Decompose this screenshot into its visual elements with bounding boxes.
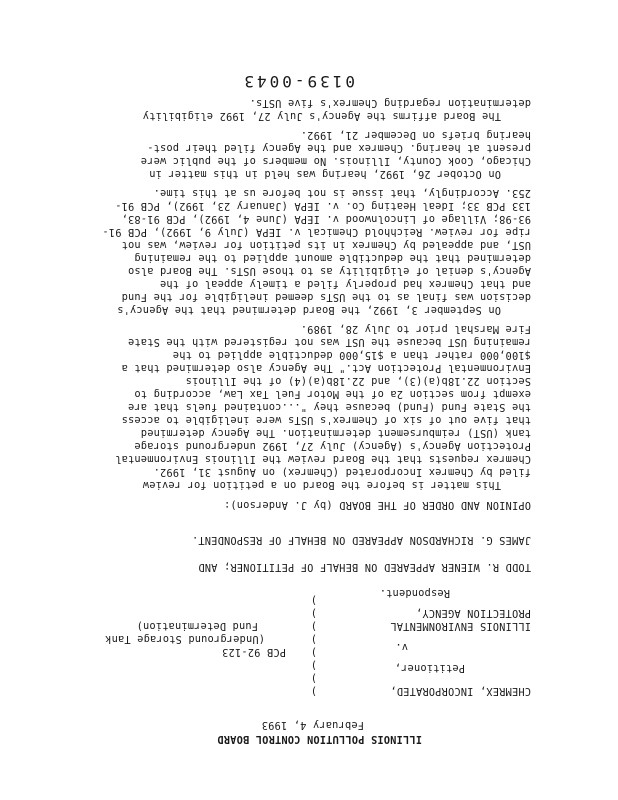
board-name: ILLINOIS POLLUTION CONTROL BOARD [217,733,422,745]
paragraph-4-line: The Board affirms the Agency's July 27, 1992 eligibility [142,110,501,122]
paragraph-3-line: Chicago, Cook County, Illinois. No members of the public were [140,155,531,167]
paragraph-2-line: 253. Accordingly, that issue is not before us at this time. [153,187,531,199]
paragraph-3-line: present at hearing. Chemrex and the Agency filed their post- [147,142,531,154]
paragraph-1-line: filed by Chemrex Incorporated (Chemrex) on August 31, 1992. [153,466,531,478]
paragraph-2-line: determined that the deductible amount applied to the remaining [134,252,531,264]
caption-bracket: ) [310,646,317,658]
case-type-line1: (Underground Storage Tank [105,633,265,645]
caption-versus: v. [395,641,408,653]
paragraph-2-line: 133 PCB 33; Ideal Heating Co. v. IEPA (January 23, 1992), PCB 91- [115,200,531,212]
case-type-line2: Fund Determination) [136,620,258,632]
paragraph-1-line: the State Fund (Fund) because they "...contained fuels that are [127,401,531,413]
caption-bracket: ) [310,659,317,671]
paragraph-2-line: decision was final as to the USTs deemed ineligible for the Fund [121,291,531,303]
paragraph-2-line: and that Chemrex had properly filed a timely appeal of the [159,278,531,290]
opinion-heading: OPINION AND ORDER OF THE BOARD (by J. Anderson): [223,499,531,511]
caption-bracket: ) [310,607,317,619]
paragraph-1-line: Section 22.18b(a)(3), and 22.18b(a)(4) of the Illinois [185,375,531,387]
document-date: February 4, 1993 [261,719,364,731]
paragraph-1-line: Protection Agency's (Agency) July 27, 1992 underground storage [134,440,531,452]
caption-bracket: ) [310,594,317,606]
paragraph-2-line: On September 3, 1992, the Board determined that the Agency's [117,304,501,316]
paragraph-4-line: determination regarding Chemrex's five USTs. [249,97,531,109]
caption-bracket: ) [310,633,317,645]
caption-bracket: ) [310,685,317,697]
paragraph-2-line: UST, and appealed by Chemrex in its petition for review, was not [121,239,531,251]
appearance-petitioner: TODD R. WIENER APPEARED ON BEHALF OF PETITIONER; AND [198,561,531,573]
appearance-respondent: JAMES G. RICHARDSON APPEARED ON BEHALF OF RESPONDENT. [191,534,531,546]
paragraph-1-line: This matter is before the Board on a petition for review [142,479,501,491]
page-stamp: 0139-0043 [241,72,355,91]
paragraph-1-line: Chemrex requests that the Board review the Illinois Environmental [115,453,531,465]
caption-petitioner-role: Petitioner, [394,662,465,674]
paragraph-1-line: Fire Marshal prior to July 28, 1989. [300,323,531,335]
paragraph-3-line: hearing briefs on December 21, 1992. [300,129,531,141]
case-number: PCB 92-123 [222,646,286,658]
caption-bracket: ) [310,672,317,684]
caption-bracket: ) [310,620,317,632]
paragraph-2-line: Agency's denial of eligibility as to those USTs. The Board also [127,265,531,277]
paragraph-2-line: 93-98; Village of Lincolnwood v. IEPA (June 4, 1992), PCB 91-83, [121,213,531,225]
caption-respondent-name-line1: ILLINOIS ENVIRONMENTAL [390,620,531,632]
caption-respondent-role: Respondent. [379,587,450,599]
paragraph-2-line: ripe for review. Reichhold Chemical v. IEPA (July 9, 1992), PCB 91- [102,226,531,238]
paragraph-1-line: exempt from section 2a of the Motor Fuel Tax Law, according to [134,388,531,400]
caption-petitioner-name: CHEMREX, INCORPORATED, [390,685,531,697]
paragraph-3-line: On October 26, 1992, hearing was held in this matter in [149,168,501,180]
paragraph-1-line: tank (UST) reimbursement determination. The Agency determined [140,427,531,439]
paragraph-1-line: that five out of six of Chemrex's USTs were ineligible to access [121,414,531,426]
caption-respondent-name-line2: PROTECTION AGENCY, [415,607,531,619]
paragraph-1-line: remaining UST because the UST was not registered with the State [127,336,531,348]
paragraph-1-line: $100,000 rather than a $15,000 deductible applied to the [172,349,531,361]
paragraph-1-line: Environmental Protection Act." The Agency also determined that a [121,362,531,374]
